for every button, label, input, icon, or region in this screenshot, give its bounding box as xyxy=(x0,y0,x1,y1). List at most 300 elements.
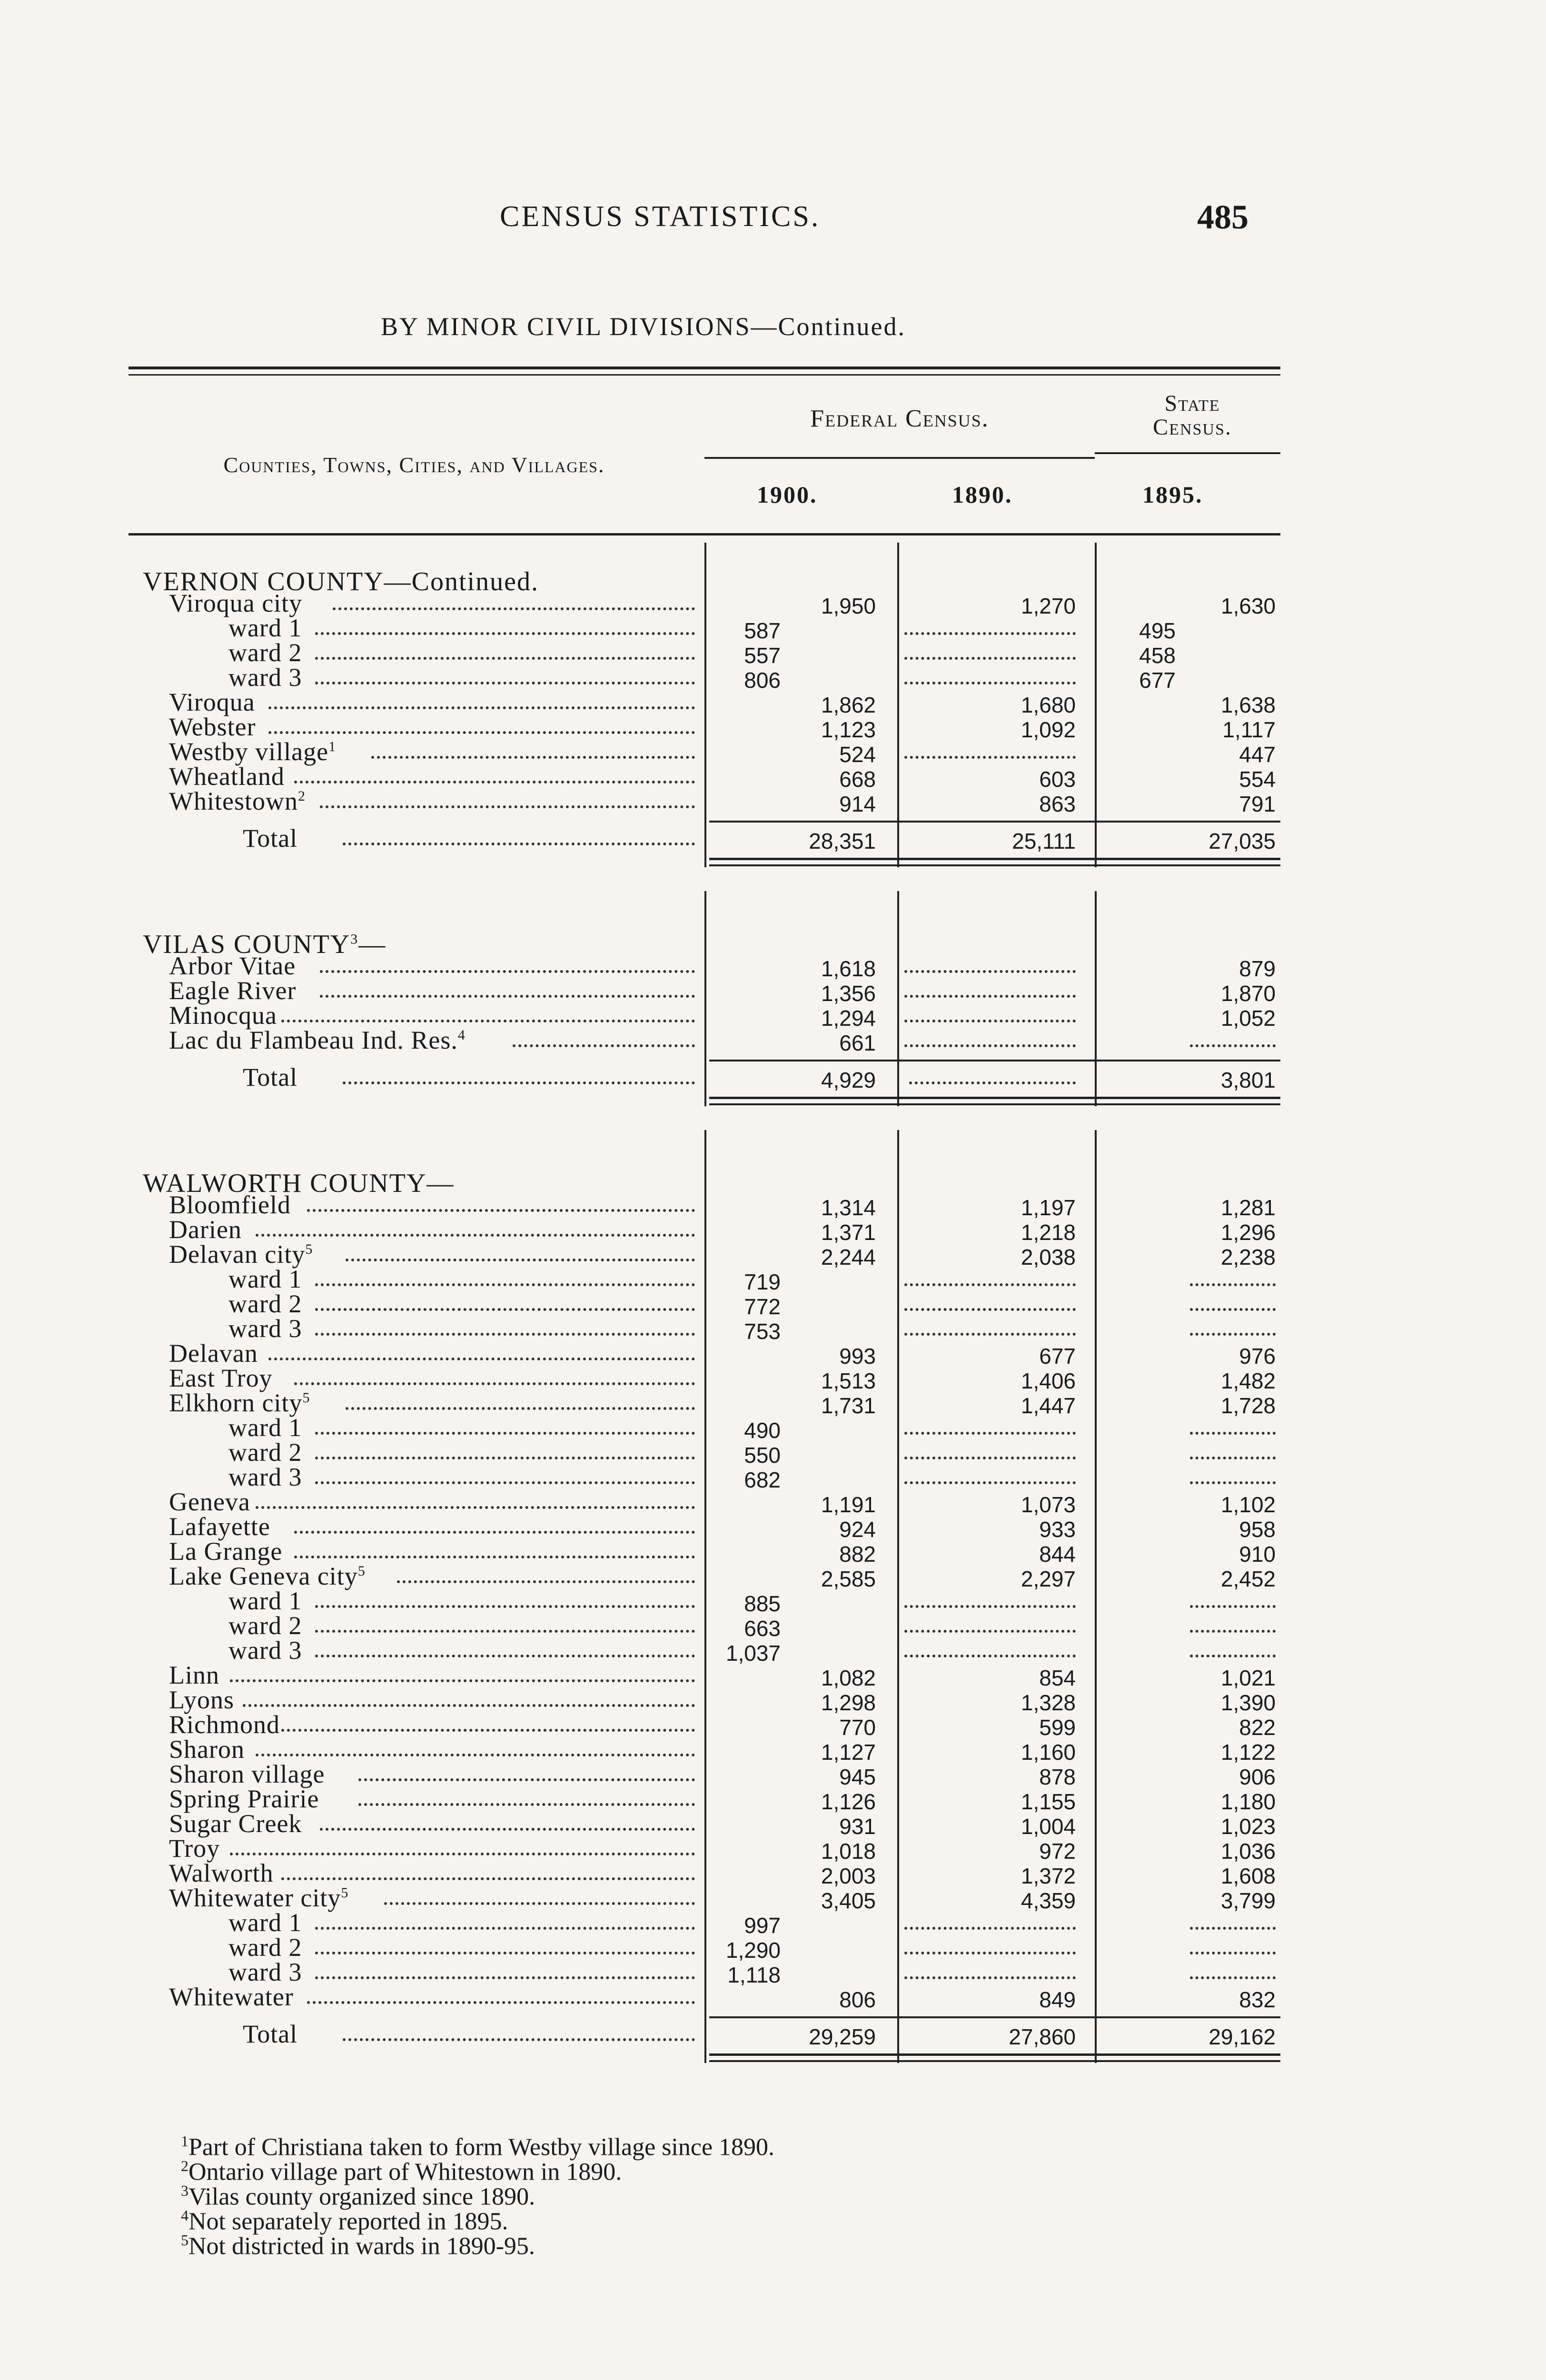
row-label-text: Eagle River xyxy=(169,976,297,1005)
leader-dots xyxy=(256,1232,695,1237)
leader-dots xyxy=(294,1380,695,1385)
pop-1895: 1,638 xyxy=(1220,693,1276,717)
total-bottom-rule-2 xyxy=(709,1103,1280,1105)
row-label-text: Viroqua city xyxy=(169,589,303,617)
footnote-mark: 1 xyxy=(181,2132,188,2150)
year-1900: 1900. xyxy=(757,481,818,508)
pop-1900: 524 xyxy=(839,742,876,767)
row-label-text: Spring Prairie xyxy=(169,1785,319,1813)
total-label-text: Total xyxy=(243,824,298,853)
pop-1890: 844 xyxy=(1039,1542,1076,1567)
total-bottom-rule-2 xyxy=(709,2060,1280,2062)
pop-1900: 1,513 xyxy=(821,1368,876,1393)
state-subrule xyxy=(1095,452,1280,454)
leader-dots xyxy=(315,1925,695,1930)
row-label xyxy=(169,1982,294,2012)
pop-1900: 668 xyxy=(839,767,876,792)
pop-1890: 1,092 xyxy=(1021,717,1076,742)
total-1900: 28,351 xyxy=(809,829,876,853)
pop-1890: 1,004 xyxy=(1021,1814,1076,1839)
pop-1890-dots xyxy=(904,1950,1076,1954)
pop-1895: 1,728 xyxy=(1220,1393,1276,1418)
leader-dots xyxy=(315,1950,695,1954)
row-label-text: ward 3 xyxy=(228,663,302,692)
total-top-rule xyxy=(709,821,1280,823)
ward-pop-1900: 719 xyxy=(744,1269,781,1294)
pop-1890: 863 xyxy=(1039,792,1076,816)
pop-1895-dots xyxy=(1190,1430,1276,1435)
pop-1895-dots xyxy=(1190,1281,1276,1286)
pop-1895: 879 xyxy=(1239,956,1276,981)
row-label-text: ward 1 xyxy=(228,614,302,642)
footnote-mark: 5 xyxy=(341,1885,349,1901)
row-label-text: Bloomfield xyxy=(169,1190,291,1219)
total-label-text: Total xyxy=(243,1063,298,1091)
pop-1895: 1,630 xyxy=(1220,594,1276,618)
ward-pop-1900: 550 xyxy=(744,1443,781,1468)
footnote-text: Vilas county organized since 1890. xyxy=(188,2183,535,2211)
pop-1895: 1,102 xyxy=(1220,1492,1276,1517)
pop-1890: 1,160 xyxy=(1021,1740,1076,1765)
total-1900: 4,929 xyxy=(821,1068,876,1092)
leader-dots xyxy=(281,1018,695,1022)
row-label-text: ward 2 xyxy=(228,1438,302,1467)
pop-1890-dots xyxy=(904,1281,1076,1286)
ward-pop-1900: 663 xyxy=(744,1616,781,1641)
leader-dots xyxy=(346,1257,695,1261)
row-label-text: Delavan xyxy=(169,1339,258,1368)
footnote-text: Not separately reported in 1895. xyxy=(188,2208,508,2235)
pop-1895-dots xyxy=(1190,1925,1276,1930)
footnote-mark: 3 xyxy=(181,2182,188,2199)
pop-1895-dots xyxy=(1190,1628,1276,1633)
pop-1900: 1,314 xyxy=(821,1195,876,1220)
pop-1895: 1,608 xyxy=(1220,1864,1276,1888)
leader-dots xyxy=(315,1653,695,1657)
ward-pop-1900: 1,290 xyxy=(725,1938,781,1963)
pop-1900: 945 xyxy=(839,1765,876,1789)
leader-dots xyxy=(230,1677,695,1682)
pop-1890: 1,073 xyxy=(1021,1492,1076,1517)
footnote-mark: 4 xyxy=(457,1027,466,1043)
leader-dots xyxy=(268,729,695,734)
leader-dots xyxy=(320,993,695,998)
footnote-mark: 5 xyxy=(305,1241,313,1257)
ward-pop-1900: 587 xyxy=(744,618,781,643)
section-title-text: WALWORTH COUNTY— xyxy=(143,1169,455,1198)
leader-dots xyxy=(343,841,695,845)
pop-1890: 933 xyxy=(1039,1517,1076,1542)
pop-1895: 1,180 xyxy=(1220,1789,1276,1814)
pop-1900: 1,298 xyxy=(821,1690,876,1715)
pop-1890-dots xyxy=(904,993,1076,998)
leader-dots xyxy=(294,779,695,783)
pop-1890: 972 xyxy=(1039,1839,1076,1864)
row-label-text: Webster xyxy=(169,713,256,741)
leader-dots xyxy=(315,1455,695,1459)
leader-dots xyxy=(230,1851,695,1855)
total-top-rule xyxy=(709,1060,1280,1061)
table-top-rule-2 xyxy=(129,374,1280,376)
row-label-text: Lafayette xyxy=(169,1512,270,1541)
ward-pop-1895: 458 xyxy=(1139,643,1176,668)
footnote-mark: 3 xyxy=(350,931,359,947)
pop-1900: 2,244 xyxy=(821,1245,876,1269)
pop-1890-dots xyxy=(904,1042,1076,1047)
pop-1900: 806 xyxy=(839,1987,876,2012)
pop-1900: 770 xyxy=(839,1715,876,1740)
footnote-mark: 5 xyxy=(357,1563,366,1579)
pop-1900: 1,082 xyxy=(821,1666,876,1690)
row-label-text: Sharon village xyxy=(169,1760,325,1788)
ward-pop-1900: 557 xyxy=(744,643,781,668)
pop-1890: 2,297 xyxy=(1021,1567,1076,1591)
pop-1900: 2,585 xyxy=(821,1567,876,1591)
section-title-text: VILAS COUNTY xyxy=(143,930,351,959)
row-label-text: Lake Geneva city xyxy=(169,1562,358,1590)
column-rule-0 xyxy=(704,891,706,1106)
total-top-rule xyxy=(709,2016,1280,2018)
column-rule-1 xyxy=(897,543,899,867)
pop-1895: 1,023 xyxy=(1220,1814,1276,1839)
pop-1895-dots xyxy=(1190,1331,1276,1336)
row-label-text: Lac du Flambeau Ind. Res. xyxy=(169,1026,458,1054)
pop-1900: 1,294 xyxy=(821,1006,876,1031)
leader-dots xyxy=(315,1603,695,1608)
total-1890: 25,111 xyxy=(1012,829,1076,853)
row-label-text: ward 2 xyxy=(228,1611,302,1640)
page-header-title: CENSUS STATISTICS. xyxy=(500,200,821,233)
ward-pop-1900: 682 xyxy=(744,1468,781,1492)
pop-1895-dots xyxy=(1190,1603,1276,1608)
total-label-text: Total xyxy=(243,2020,298,2048)
pop-1900: 2,003 xyxy=(821,1864,876,1888)
pop-1895: 958 xyxy=(1239,1517,1276,1542)
row-label xyxy=(228,1636,302,1665)
leader-dots xyxy=(315,1974,695,1979)
footnote-mark: 5 xyxy=(302,1390,310,1406)
pop-1890-dots xyxy=(904,630,1076,635)
pop-1895-dots xyxy=(1190,1455,1276,1459)
pop-1900: 1,126 xyxy=(821,1789,876,1814)
row-label-text: Minocqua xyxy=(169,1001,277,1030)
pop-1900: 924 xyxy=(839,1517,876,1542)
leader-dots xyxy=(320,803,695,808)
leader-dots xyxy=(346,1405,695,1410)
table-top-rule xyxy=(129,367,1280,369)
pop-1900: 993 xyxy=(839,1344,876,1368)
leader-dots xyxy=(343,2036,695,2041)
pop-1890-dots xyxy=(904,1974,1076,1979)
pop-1890: 1,218 xyxy=(1021,1220,1076,1245)
leader-dots xyxy=(315,1628,695,1633)
footnote-mark: 1 xyxy=(328,739,337,754)
leader-dots xyxy=(315,630,695,635)
row-label-text: Lyons xyxy=(169,1686,235,1714)
leader-dots xyxy=(371,754,695,759)
pop-1890-dots xyxy=(904,1306,1076,1311)
pop-1890: 599 xyxy=(1039,1715,1076,1740)
row-label-text: ward 3 xyxy=(228,1958,302,1986)
pop-1890-dots xyxy=(904,655,1076,660)
row-label-text: Geneva xyxy=(169,1488,250,1516)
row-label xyxy=(169,1025,466,1055)
pop-1890: 854 xyxy=(1039,1666,1076,1690)
pop-1890-dots xyxy=(904,680,1076,684)
row-label-text: Sharon xyxy=(169,1735,245,1764)
leader-dots xyxy=(281,1875,695,1880)
footnote-text: Ontario village part of Whitestown in 1890. xyxy=(188,2158,622,2186)
row-label-text: ward 3 xyxy=(228,1314,302,1343)
pop-1890: 677 xyxy=(1039,1344,1076,1368)
total-1895: 3,801 xyxy=(1220,1068,1276,1092)
pop-1890-dots xyxy=(904,968,1076,973)
pop-1890-dots xyxy=(904,1925,1076,1930)
pop-1890-dots xyxy=(904,1331,1076,1336)
pop-1895-dots xyxy=(1190,1653,1276,1657)
row-label-text: East Troy xyxy=(169,1364,273,1392)
row-label-text: Whitestown xyxy=(169,787,298,815)
ward-pop-1900: 885 xyxy=(744,1591,781,1616)
leader-dots xyxy=(315,1430,695,1435)
pop-1890: 1,197 xyxy=(1021,1195,1076,1220)
pop-1900: 1,123 xyxy=(821,717,876,742)
page-number: 485 xyxy=(1197,198,1249,236)
total-1900: 29,259 xyxy=(809,2024,876,2049)
total-bottom-rule xyxy=(709,2053,1280,2056)
row-label-text: ward 3 xyxy=(228,1463,302,1491)
ward-pop-1900: 806 xyxy=(744,668,781,693)
row-header-label: Counties, Towns, Cities, and Villages. xyxy=(223,453,605,477)
row-label-text: ward 1 xyxy=(228,1587,302,1615)
pop-1890-dots xyxy=(904,754,1076,759)
pop-1900: 1,127 xyxy=(821,1740,876,1765)
pop-1900: 1,862 xyxy=(821,693,876,717)
pop-1890: 849 xyxy=(1039,1987,1076,2012)
total-label xyxy=(243,1062,297,1092)
leader-dots xyxy=(256,1752,695,1756)
row-label-text: ward 2 xyxy=(228,638,302,667)
header-bottom-rule xyxy=(129,533,1280,536)
leader-dots xyxy=(315,1306,695,1311)
pop-1900: 1,018 xyxy=(821,1839,876,1864)
ward-pop-1900: 997 xyxy=(744,1913,781,1938)
state-census-heading-1: State xyxy=(1164,391,1220,416)
column-rule-0 xyxy=(704,1130,706,2063)
pop-1895: 1,390 xyxy=(1220,1690,1276,1715)
pop-1895: 447 xyxy=(1239,742,1276,767)
row-label-text: Linn xyxy=(169,1661,219,1689)
row-label-text: Whitewater xyxy=(169,1983,294,2011)
row-label-text: Viroqua xyxy=(169,688,255,716)
leader-dots xyxy=(315,1281,695,1286)
pop-1895: 1,482 xyxy=(1220,1368,1276,1393)
row-label-text: Darien xyxy=(169,1215,242,1244)
pop-1890: 2,038 xyxy=(1021,1245,1076,1269)
row-label-text: Arbor Vitae xyxy=(169,952,296,980)
column-rule-1 xyxy=(897,891,899,1106)
footnote xyxy=(181,2231,535,2260)
row-label-text: ward 3 xyxy=(228,1636,302,1665)
leader-dots xyxy=(315,655,695,660)
row-label-text: Wheatland xyxy=(169,762,285,791)
leader-dots xyxy=(384,1900,695,1905)
pop-1895-dots xyxy=(1190,1306,1276,1311)
pop-1900: 1,618 xyxy=(821,956,876,981)
pop-1895: 906 xyxy=(1239,1765,1276,1789)
pop-1890-dots xyxy=(904,1603,1076,1608)
section-title-suffix: — xyxy=(358,930,386,959)
total-bottom-rule xyxy=(709,858,1280,860)
pop-1900: 931 xyxy=(839,1814,876,1839)
leader-dots xyxy=(243,1702,695,1707)
pop-1890: 1,680 xyxy=(1021,693,1076,717)
pop-1895: 832 xyxy=(1239,1987,1276,2012)
leader-dots xyxy=(358,1776,695,1781)
pop-1895: 1,122 xyxy=(1220,1740,1276,1765)
state-census-heading-2: Census. xyxy=(1153,415,1232,440)
pop-1895-dots xyxy=(1190,1042,1276,1047)
column-rule-2 xyxy=(1095,891,1097,1106)
pop-1900: 882 xyxy=(839,1542,876,1567)
pop-1890: 1,328 xyxy=(1021,1690,1076,1715)
pop-1895: 791 xyxy=(1239,792,1276,816)
pop-1900: 914 xyxy=(839,792,876,816)
row-label-text: Walworth xyxy=(169,1859,274,1887)
leader-dots xyxy=(315,1331,695,1336)
section-title-text: VERNON COUNTY—Continued. xyxy=(143,567,539,596)
total-label xyxy=(243,2019,297,2049)
pop-1900: 661 xyxy=(839,1031,876,1055)
federal-subrule xyxy=(704,457,1095,459)
ward-pop-1900: 753 xyxy=(744,1319,781,1344)
footnote-mark: 2 xyxy=(181,2157,188,2174)
pop-1890: 1,406 xyxy=(1021,1368,1076,1393)
year-1895: 1895. xyxy=(1142,481,1203,508)
pop-1890: 603 xyxy=(1039,767,1076,792)
page-subtitle: BY MINOR CIVIL DIVISIONS—Continued. xyxy=(381,312,906,341)
pop-1895: 1,117 xyxy=(1222,717,1276,742)
pop-1890: 1,447 xyxy=(1021,1393,1076,1418)
pop-1890-dots xyxy=(904,1018,1076,1022)
leader-dots xyxy=(307,1207,695,1212)
row-label-text: Richmond xyxy=(169,1710,280,1739)
pop-1895-dots xyxy=(1190,1974,1276,1979)
pop-1900: 1,371 xyxy=(821,1220,876,1245)
row-label-text: ward 2 xyxy=(228,1289,302,1318)
leader-dots xyxy=(343,1080,695,1084)
row-label-text: Delavan city xyxy=(169,1240,306,1269)
pop-1895: 1,296 xyxy=(1220,1220,1276,1245)
pop-1895: 2,452 xyxy=(1220,1567,1276,1591)
row-label-text: ward 2 xyxy=(228,1933,302,1962)
footnote-mark: 4 xyxy=(181,2207,188,2224)
pop-1895: 2,238 xyxy=(1220,1245,1276,1269)
ward-pop-1900: 490 xyxy=(744,1418,781,1443)
pop-1895: 1,052 xyxy=(1220,1006,1276,1031)
footnote-text: Not districted in wards in 1890-95. xyxy=(188,2232,535,2260)
row-label-text: Westby village xyxy=(169,737,329,766)
leader-dots xyxy=(268,1356,695,1360)
pop-1895: 1,036 xyxy=(1220,1839,1276,1864)
pop-1890-dots xyxy=(904,1479,1076,1484)
pop-1890: 4,359 xyxy=(1021,1888,1076,1913)
pop-1900: 1,191 xyxy=(821,1492,876,1517)
ward-pop-1895: 495 xyxy=(1139,618,1176,643)
ward-pop-1895: 677 xyxy=(1139,668,1176,693)
leader-dots xyxy=(268,704,695,709)
footnote-mark: 2 xyxy=(297,788,306,804)
pop-1890-dots xyxy=(904,1455,1076,1459)
total-bottom-rule-2 xyxy=(709,864,1280,866)
year-1890: 1890. xyxy=(952,481,1013,508)
leader-dots xyxy=(513,1042,695,1047)
pop-1900: 3,405 xyxy=(821,1888,876,1913)
column-rule-0 xyxy=(704,543,706,867)
pop-1895-dots xyxy=(1190,1950,1276,1954)
leader-dots xyxy=(294,1554,695,1558)
footnote-text: Part of Christiana taken to form Westby village since 1890. xyxy=(188,2133,775,2161)
pop-1895: 1,870 xyxy=(1220,981,1276,1006)
pop-1895-dots xyxy=(1190,1479,1276,1484)
leader-dots xyxy=(281,1727,695,1732)
row-label-text: Sugar Creek xyxy=(169,1809,302,1838)
pop-1890: 1,155 xyxy=(1021,1789,1076,1814)
total-1895: 27,035 xyxy=(1209,829,1276,853)
column-rule-2 xyxy=(1095,543,1097,867)
leader-dots xyxy=(307,1999,695,2004)
column-rule-1 xyxy=(897,1130,899,2063)
pop-1895: 554 xyxy=(1239,767,1276,792)
row-label-text: ward 1 xyxy=(228,1908,302,1937)
footnote-mark: 5 xyxy=(181,2231,188,2249)
pop-1890: 1,270 xyxy=(1021,594,1076,618)
leader-dots xyxy=(320,1826,695,1831)
row-label-text: La Grange xyxy=(169,1537,283,1566)
leader-dots xyxy=(315,680,695,684)
pop-1895: 822 xyxy=(1239,1715,1276,1740)
pop-1890-dots xyxy=(904,1653,1076,1657)
leader-dots xyxy=(294,1529,695,1534)
pop-1890: 878 xyxy=(1039,1765,1076,1789)
total-bottom-rule xyxy=(709,1097,1280,1099)
pop-1890-dots xyxy=(904,1430,1076,1435)
federal-census-heading: Federal Census. xyxy=(810,405,989,432)
row-label-text: ward 1 xyxy=(228,1413,302,1442)
leader-dots xyxy=(315,1479,695,1484)
leader-dots xyxy=(358,1801,695,1806)
pop-1890-dots xyxy=(904,1628,1076,1633)
column-rule-2 xyxy=(1095,1130,1097,2063)
ward-pop-1900: 1,037 xyxy=(725,1641,781,1666)
leader-dots xyxy=(333,605,695,610)
pop-1890: 1,372 xyxy=(1021,1864,1076,1888)
total-1890: 27,860 xyxy=(1009,2024,1076,2049)
row-label-text: Whitewater city xyxy=(169,1884,341,1912)
row-label-text: Troy xyxy=(169,1834,220,1863)
total-label xyxy=(243,823,297,853)
row-label xyxy=(169,786,306,816)
pop-1895: 3,799 xyxy=(1220,1888,1276,1913)
row-label-text: Elkhorn city xyxy=(169,1388,303,1417)
pop-1895: 910 xyxy=(1239,1542,1276,1567)
leader-dots xyxy=(320,968,695,973)
row-label-text: ward 1 xyxy=(228,1265,302,1293)
ward-pop-1900: 772 xyxy=(744,1294,781,1319)
pop-1900: 1,950 xyxy=(821,594,876,618)
pop-1895: 1,021 xyxy=(1220,1666,1276,1690)
total-1890-dots xyxy=(909,1080,1076,1084)
